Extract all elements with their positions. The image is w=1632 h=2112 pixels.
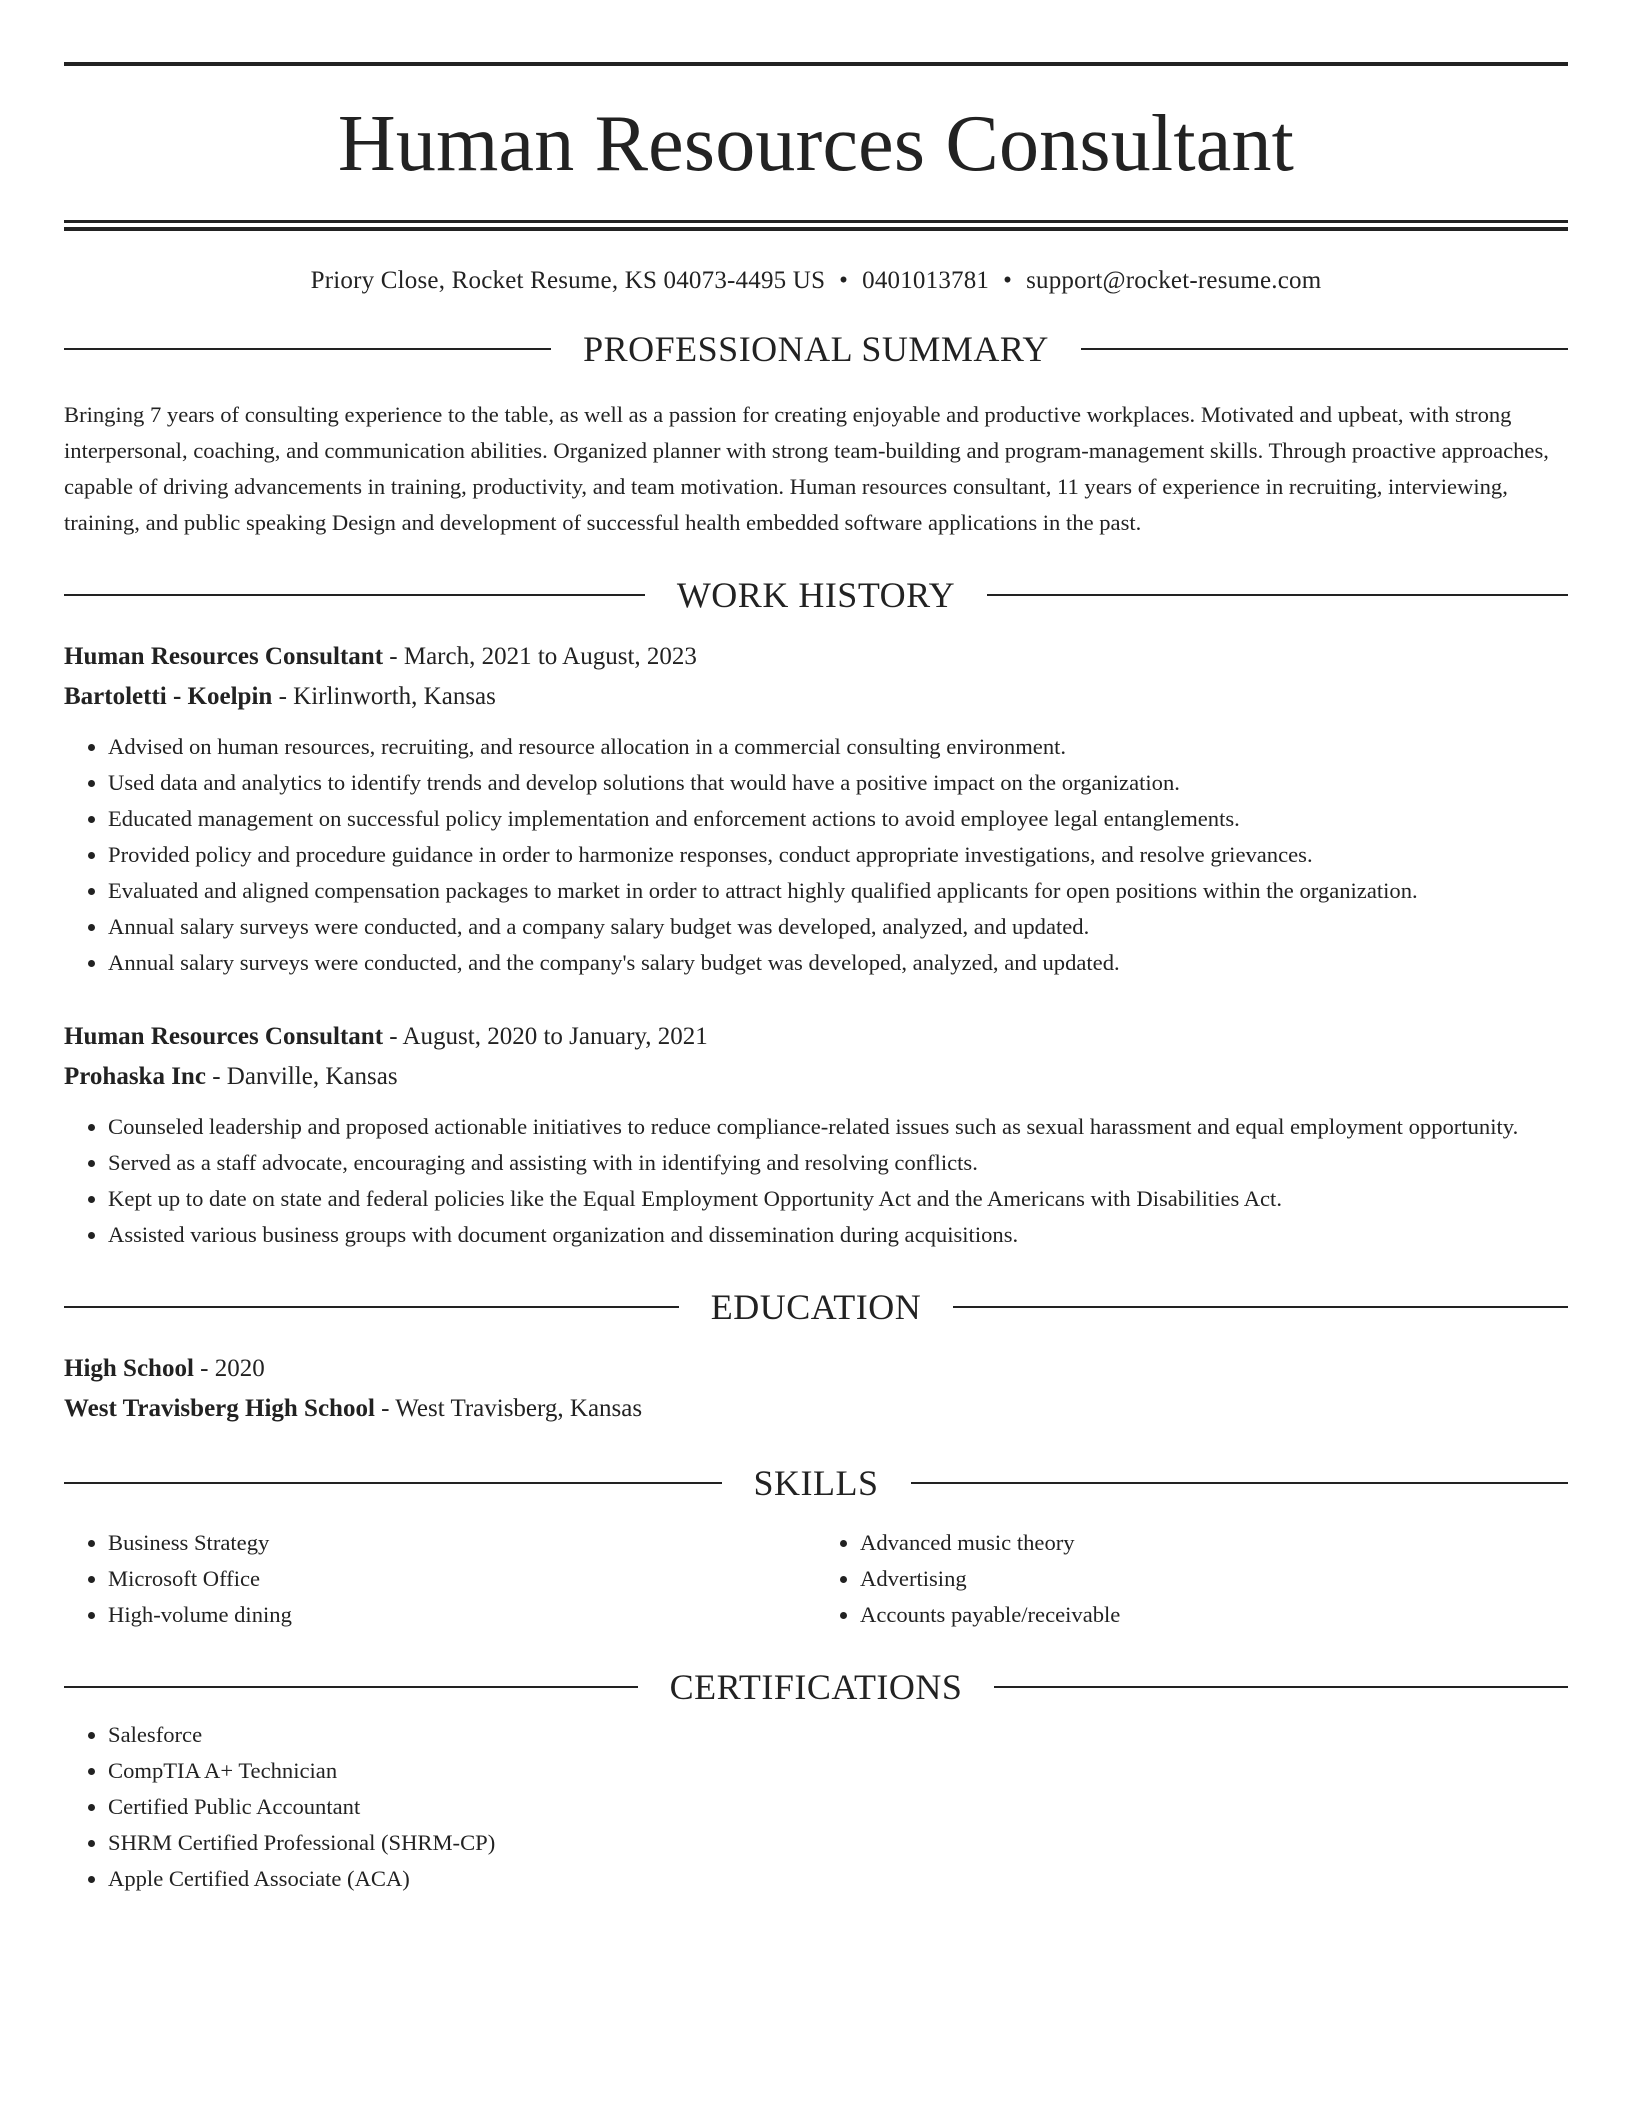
job-title: Human Resources Consultant — [64, 643, 384, 670]
certifications-heading: CERTIFICATIONS — [669, 1667, 963, 1707]
education-degree-line — [64, 1349, 1568, 1389]
job-bullet: • Used data and analytics to identify trends and develop solutions that would have a positive impact on the organization. — [108, 765, 1568, 801]
job-company-line — [64, 677, 1568, 717]
job-bullet: • Kept up to date on state and federal policies like the Equal Employment Opportunity Act and the Americans with Disabilities Act. — [108, 1181, 1568, 1217]
job-entry — [64, 637, 1568, 981]
certifications-list — [64, 1717, 1568, 1897]
job-bullet: • Educated management on successful policy implementation and enforcement actions to avoid employee legal entanglements. — [108, 801, 1568, 837]
job-title-line — [64, 1017, 1568, 1057]
skills-section-header — [64, 1465, 1568, 1501]
job-bullet: • Provided policy and procedure guidance in order to harmonize responses, conduct appropriate investigations, and resolve grievances. — [108, 837, 1568, 873]
section-divider — [994, 1686, 1568, 1688]
job-bullets — [64, 1109, 1568, 1253]
section-divider — [911, 1482, 1569, 1484]
job-dates: - March, 2021 to August, 2023 — [383, 643, 697, 670]
section-divider — [64, 348, 551, 350]
certification-item: • Salesforce — [108, 1717, 1568, 1753]
work-history-section-header — [64, 577, 1568, 613]
job-bullet: • Counseled leadership and proposed actionable initiatives to reduce compliance-related issues such as sexual harassment and equal employment opportunity. — [108, 1109, 1568, 1145]
education-section-header — [64, 1289, 1568, 1325]
section-divider — [953, 1306, 1568, 1308]
job-title-line — [64, 637, 1568, 677]
education-heading: EDUCATION — [710, 1287, 922, 1327]
section-divider — [987, 594, 1568, 596]
job-bullet: • Served as a staff advocate, encouraging and assisting with in identifying and resolving conflicts. — [108, 1145, 1568, 1181]
job-title: Human Resources Consultant — [64, 1023, 384, 1050]
education-year: - 2020 — [193, 1355, 265, 1382]
education-location: - West Travisberg, Kansas — [374, 1395, 643, 1422]
job-company-line — [64, 1057, 1568, 1097]
summary-heading: PROFESSIONAL SUMMARY — [583, 329, 1049, 369]
title-double-rule — [64, 220, 1568, 231]
skill-item: • Accounts payable/receivable — [860, 1597, 1568, 1633]
work-history-heading: WORK HISTORY — [676, 575, 956, 615]
skills-right-column — [816, 1525, 1568, 1633]
section-divider — [64, 1686, 638, 1688]
contact-email: support@rocket-resume.com — [1026, 267, 1322, 294]
job-dates: - August, 2020 to January, 2021 — [383, 1023, 708, 1050]
resume-title: Human Resources Consultant — [337, 100, 1295, 188]
contact-line — [64, 267, 1568, 295]
skill-item: • High-volume dining — [108, 1597, 816, 1633]
job-bullet: • Annual salary surveys were conducted, and a company salary budget was developed, analyzed, and updated. — [108, 909, 1568, 945]
education-entry — [64, 1349, 1568, 1429]
skill-item: • Advertising — [860, 1561, 1568, 1597]
skills-heading: SKILLS — [753, 1463, 879, 1503]
section-divider — [64, 1306, 679, 1308]
job-location: - Kirlinworth, Kansas — [272, 683, 496, 710]
contact-separator: • — [839, 267, 849, 294]
section-divider — [64, 594, 645, 596]
job-company: Prohaska Inc — [64, 1063, 206, 1090]
contact-phone: 0401013781 — [862, 267, 990, 294]
skills-left-column — [64, 1525, 816, 1633]
certifications-section-header — [64, 1669, 1568, 1705]
job-bullet: • Evaluated and aligned compensation packages to market in order to attract highly qualified applicants for open positions within the organization. — [108, 873, 1568, 909]
education-school-line — [64, 1389, 1568, 1429]
certification-item: • SHRM Certified Professional (SHRM-CP) — [108, 1825, 1568, 1861]
skill-item: • Advanced music theory — [860, 1525, 1568, 1561]
job-bullets — [64, 729, 1568, 981]
education-degree: High School — [64, 1355, 194, 1382]
job-entry — [64, 1017, 1568, 1253]
skill-item: • Microsoft Office — [108, 1561, 816, 1597]
job-location: - Danville, Kansas — [205, 1063, 398, 1090]
job-bullet: • Assisted various business groups with document organization and dissemination during acquisitions. — [108, 1217, 1568, 1253]
skills-grid — [64, 1525, 1568, 1633]
certification-item: • Certified Public Accountant — [108, 1789, 1568, 1825]
contact-separator: • — [1003, 267, 1013, 294]
job-company: Bartoletti - Koelpin — [64, 683, 273, 710]
job-bullet: • Annual salary surveys were conducted, and the company's salary budget was developed, analyzed, and updated. — [108, 945, 1568, 981]
job-bullet: • Advised on human resources, recruiting, and resource allocation in a commercial consulting environment. — [108, 729, 1568, 765]
skill-item: • Business Strategy — [108, 1525, 816, 1561]
top-rule — [64, 62, 1568, 66]
summary-text: Bringing 7 years of consulting experience to the table, as well as a passion for creating enjoyable and productive workplaces. Motivated and upbeat, with strong interpersonal, coaching, and communication abilities. Organized planner with strong team-building and program-management skills. Through proactive approaches, capable of driving advancements in training, productivity, and team motivation. Human resources consultant, 11 years of experience in recruiting, interviewing, training, and public speaking Design and development of successful health embedded software applications in the past. — [64, 402, 1549, 535]
education-school: West Travisberg High School — [64, 1395, 375, 1422]
contact-address: Priory Close, Rocket Resume, KS 04073-4495 US — [310, 267, 826, 294]
certification-item: • Apple Certified Associate (ACA) — [108, 1861, 1568, 1897]
section-divider — [1081, 348, 1568, 350]
summary-section-header — [64, 331, 1568, 367]
section-divider — [64, 1482, 722, 1484]
certification-item: • CompTIA A+ Technician — [108, 1753, 1568, 1789]
